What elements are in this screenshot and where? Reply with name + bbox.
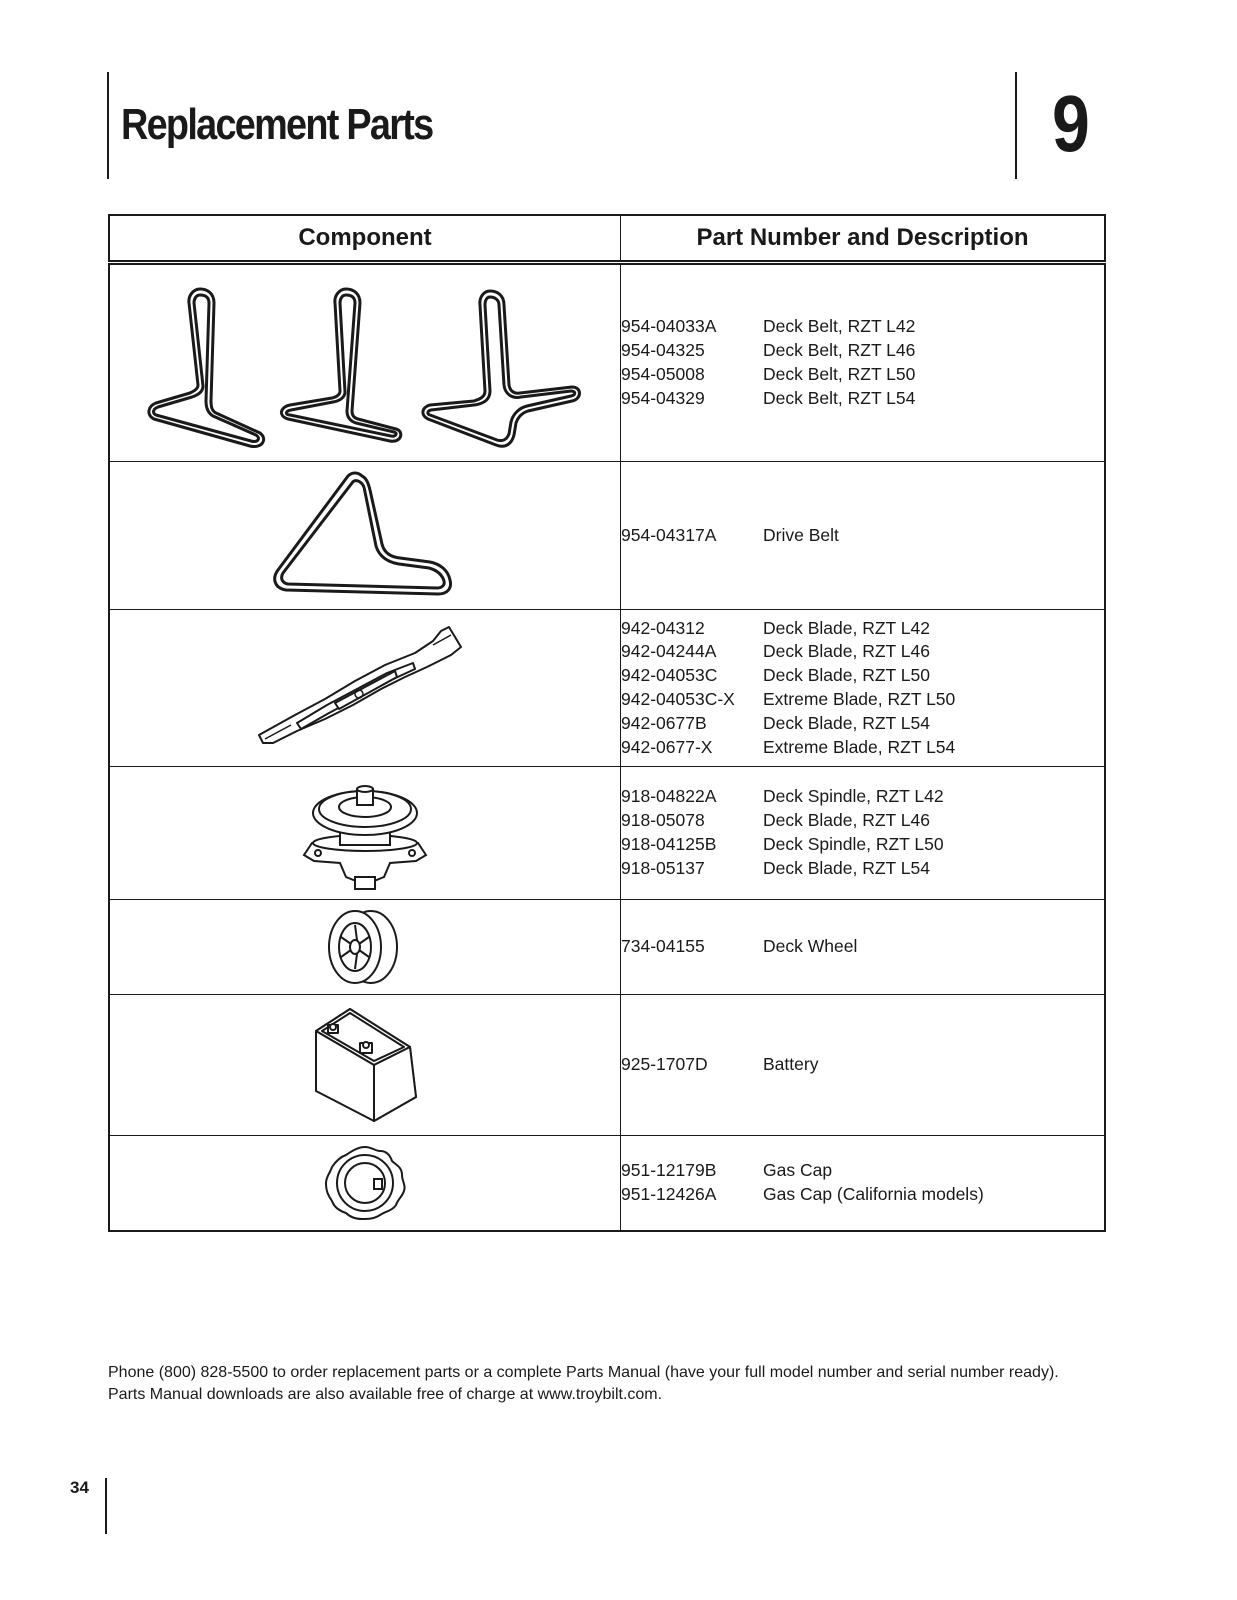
list-item: [621, 736, 1104, 760]
chapter-number: 9: [1052, 79, 1090, 168]
component-cell: [109, 995, 621, 1136]
list-item: [621, 809, 1104, 833]
component-cell: [109, 1136, 621, 1231]
parts-table: [108, 214, 1106, 1232]
part-number: 954-04033A: [621, 316, 717, 337]
list-item: [621, 617, 1104, 641]
list-item: [621, 524, 1104, 548]
deck-wheel-icon: [325, 907, 405, 987]
list-item: [621, 712, 1104, 736]
table-header-row: [109, 215, 1105, 263]
header-right-rule: [1015, 72, 1017, 179]
part-description: Deck Belt, RZT L42: [763, 316, 916, 337]
part-number: 942-04244A: [621, 641, 717, 662]
component-cell: [109, 263, 621, 462]
page-title: Replacement Parts: [121, 100, 433, 149]
part-number: 954-04325: [621, 340, 705, 361]
page-number-rule: [105, 1478, 107, 1534]
part-description: Extreme Blade, RZT L54: [763, 736, 956, 757]
deck-blade-icon: [255, 623, 475, 753]
list-item: [621, 339, 1104, 363]
list-item: [621, 785, 1104, 809]
list-item: [621, 688, 1104, 712]
part-description: Gas Cap: [763, 1159, 833, 1180]
table-row: [109, 1136, 1105, 1231]
part-number: 954-04317A: [621, 524, 717, 545]
list-item: [621, 664, 1104, 688]
part-description: Deck Blade, RZT L46: [763, 641, 930, 662]
component-cell: [109, 462, 621, 610]
header-part-number: Part Number and Description: [621, 215, 1106, 263]
table-row: [109, 610, 1105, 767]
part-number: 734-04155: [621, 936, 705, 957]
part-number: 951-12179B: [621, 1159, 717, 1180]
list-item: [621, 935, 1104, 959]
component-cell: [109, 610, 621, 767]
part-description: Deck Spindle, RZT L50: [763, 834, 944, 854]
part-description: Deck Blade, RZT L50: [763, 665, 930, 686]
part-description: Battery: [763, 1054, 819, 1075]
part-number: 918-05137: [621, 857, 705, 878]
deck-spindle-icon: [300, 773, 430, 893]
part-number: 918-04822A: [621, 786, 717, 807]
footer-line: Phone (800) 828-5500 to order replacement parts or a complete Parts Manual (have your full model number and serial number ready).: [108, 1364, 1059, 1381]
part-description: Deck Blade, RZT L54: [763, 712, 930, 733]
part-number: 942-0677-X: [621, 736, 713, 757]
header-left-rule: [107, 72, 109, 179]
list-item: [621, 387, 1104, 411]
list-item: [621, 1053, 1104, 1077]
part-description: Deck Belt, RZT L54: [763, 387, 916, 408]
part-description: Deck Blade, RZT L46: [763, 810, 930, 831]
part-description: Deck Belt, RZT L46: [763, 340, 916, 361]
list-item: [621, 857, 1104, 881]
table-row: [109, 995, 1105, 1136]
part-description: Gas Cap (California models): [763, 1183, 984, 1204]
part-number: 918-04125B: [621, 834, 717, 854]
gas-cap-icon: [320, 1143, 410, 1223]
list-item: [621, 833, 1104, 857]
list-item: [621, 315, 1104, 339]
part-list-cell: [621, 263, 1106, 462]
part-description: Extreme Blade, RZT L50: [763, 689, 956, 709]
table-row: [109, 462, 1105, 610]
part-description: Deck Wheel: [763, 936, 858, 957]
table-row: [109, 900, 1105, 995]
part-number: 942-04312: [621, 617, 705, 638]
list-item: [621, 640, 1104, 664]
list-item: [621, 1183, 1104, 1207]
part-number: 954-05008: [621, 364, 705, 384]
part-number: 942-0677B: [621, 712, 707, 733]
battery-icon: [310, 1005, 420, 1125]
page-number: 34: [70, 1478, 89, 1497]
part-description: Deck Blade, RZT L54: [763, 857, 930, 878]
footer-note: [108, 1362, 1118, 1406]
drive-belt-icon: [270, 470, 460, 602]
part-list-cell: [621, 1136, 1106, 1231]
part-description: Deck Spindle, RZT L42: [763, 786, 944, 807]
part-list-cell: [621, 462, 1106, 610]
part-list-cell: [621, 767, 1106, 900]
list-item: [621, 363, 1104, 387]
part-list-cell: [621, 900, 1106, 995]
footer-line: Parts Manual downloads are also available free of charge at www.troybilt.com.: [108, 1386, 663, 1403]
part-description: Drive Belt: [763, 524, 839, 545]
component-cell: [109, 900, 621, 995]
part-number: 954-04329: [621, 387, 705, 408]
header-component: Component: [109, 215, 621, 263]
part-number: 918-05078: [621, 810, 705, 831]
component-cell: [109, 767, 621, 900]
list-item: [621, 1159, 1104, 1183]
table-row: [109, 767, 1105, 900]
part-list-cell: [621, 610, 1106, 767]
part-list-cell: [621, 995, 1106, 1136]
part-number: 942-04053C-X: [621, 689, 735, 709]
part-number: 951-12426A: [621, 1183, 717, 1204]
part-number: 925-1707D: [621, 1054, 708, 1075]
part-number: 942-04053C: [621, 665, 718, 686]
table-row: [109, 263, 1105, 462]
part-description: Deck Blade, RZT L42: [763, 617, 930, 638]
part-description: Deck Belt, RZT L50: [763, 364, 916, 384]
deck-belt-icon: [140, 273, 590, 453]
